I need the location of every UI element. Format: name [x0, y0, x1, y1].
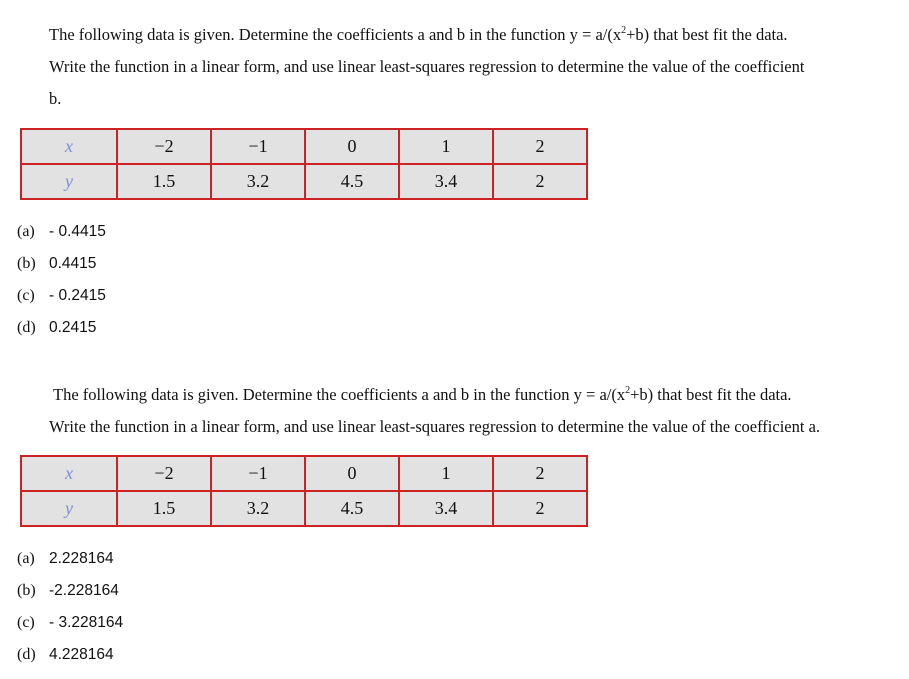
x-cell: 2 [493, 129, 587, 164]
y-cell: 2 [493, 164, 587, 199]
choice-d[interactable]: (d) 0.2415 [17, 319, 97, 336]
y-cell: 1.5 [117, 491, 211, 526]
table-row-x [21, 129, 587, 164]
table-row-y [21, 164, 587, 199]
y-cell: 1.5 [117, 164, 211, 199]
y-header: y [21, 491, 117, 526]
question-1-text [49, 19, 804, 115]
x-cell: 0 [305, 129, 399, 164]
x-cell: 0 [305, 456, 399, 491]
choice-b[interactable]: (b) 0.4415 [17, 255, 97, 272]
x-cell: 1 [399, 456, 493, 491]
y-cell: 3.2 [211, 491, 305, 526]
question-2-text [49, 379, 820, 443]
x-cell: −1 [211, 129, 305, 164]
question-1-data-table [20, 128, 588, 200]
question-1-line-2: Write the function in a linear form, and use linear least-squares regression to determine the value of the coefficient [49, 57, 805, 76]
x-header: x [21, 456, 117, 491]
question-2-line-1: The following data is given. Determine the coefficients a and b in the function $y = a/(x^2+b)$ that best fit the data. [53, 385, 792, 404]
y-cell: 4.5 [305, 491, 399, 526]
table-row-x [21, 456, 587, 491]
question-2-choices [17, 543, 123, 671]
table-row-y [21, 491, 587, 526]
exponent: 2 [625, 385, 631, 396]
y-cell: 3.2 [211, 164, 305, 199]
choice-c[interactable]: (c) - 3.228164 [17, 614, 124, 631]
x-cell: −2 [117, 129, 211, 164]
x-cell: 2 [493, 456, 587, 491]
choice-a[interactable]: (a) 2.228164 [17, 550, 114, 567]
y-cell: 2 [493, 491, 587, 526]
x-cell: −1 [211, 456, 305, 491]
question-1-line-3: b. [49, 89, 62, 108]
y-cell: 4.5 [305, 164, 399, 199]
x-cell: 1 [399, 129, 493, 164]
y-cell: 3.4 [399, 491, 493, 526]
y-header: y [21, 164, 117, 199]
exponent: 2 [621, 25, 627, 36]
choice-d[interactable]: (d) 4.228164 [17, 646, 114, 663]
choice-b[interactable]: (b) -2.228164 [17, 582, 119, 599]
y-cell: 3.4 [399, 164, 493, 199]
question-1-line-1: The following data is given. Determine the coefficients a and b in the function $y = a/(x^2+b)$ that best fit the data. [49, 25, 788, 44]
choice-a[interactable]: (a) - 0.4415 [17, 223, 106, 240]
question-2-data-table [20, 455, 588, 527]
x-cell: −2 [117, 456, 211, 491]
choice-c[interactable]: (c) - 0.2415 [17, 287, 106, 304]
x-header: x [21, 129, 117, 164]
question-1-choices [17, 216, 106, 344]
question-2-line-2: Write the function in a linear form, and use linear least-squares regression to determine the value of the coefficient a. [49, 417, 821, 436]
